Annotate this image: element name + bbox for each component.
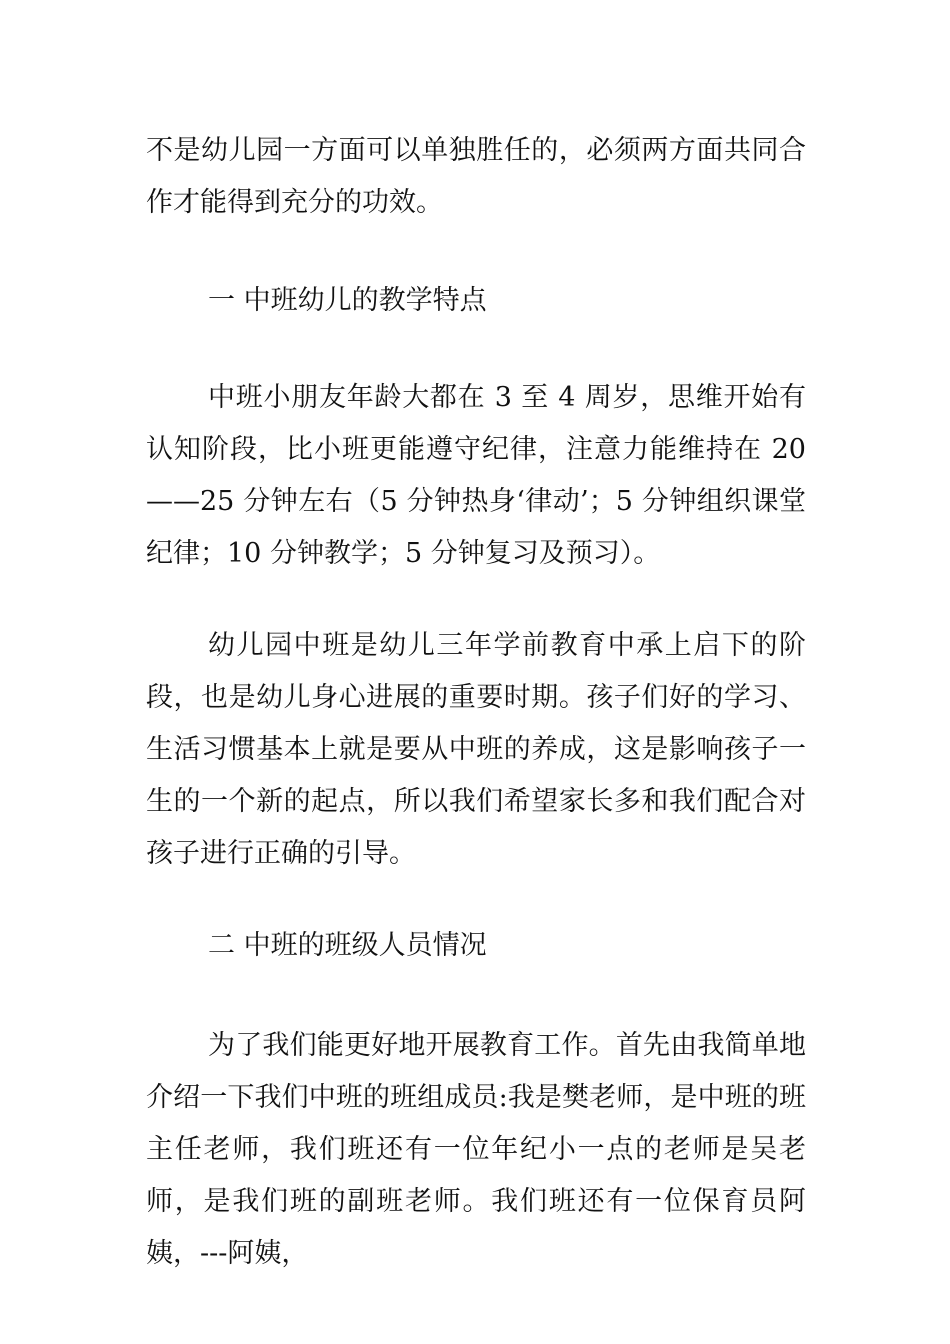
paragraph-age-characteristics: 中班小朋友年龄大都在 3 至 4 周岁，思维开始有认知阶段，比小班更能遵守纪律，注意力能维持在 20——25 分钟左右（5 分钟热身‘律动’；5 分钟组织课堂纪律；10 分钟教学；5 分钟复习及预习）。: [146, 382, 806, 569]
paragraph-middle-class-importance: 幼儿园中班是幼儿三年学前教育中承上启下的阶段，也是幼儿身心进展的重要时期。孩子们好的学习、生活习惯基本上就是要从中班的养成，这是影响孩子一生的一个新的起点，所以我们希望家长多和我们配合对孩子进行正确的引导。: [146, 630, 806, 869]
section-heading-teaching-characteristics: 一 中班幼儿的教学特点: [208, 285, 487, 316]
paragraph-continuation: 不是幼儿园一方面可以单独胜任的，必须两方面共同合作才能得到充分的功效。: [146, 135, 806, 218]
paragraph-staff-introduction: 为了我们能更好地开展教育工作。首先由我简单地介绍一下我们中班的班组成员:我是樊老师，是中班的班主任老师，我们班还有一位年纪小一点的老师是吴老师，是我们班的副班老师。我们班还有一位保育员阿姨，---阿姨，: [146, 1030, 806, 1269]
section-heading-class-staff: 二 中班的班级人员情况: [208, 930, 487, 961]
